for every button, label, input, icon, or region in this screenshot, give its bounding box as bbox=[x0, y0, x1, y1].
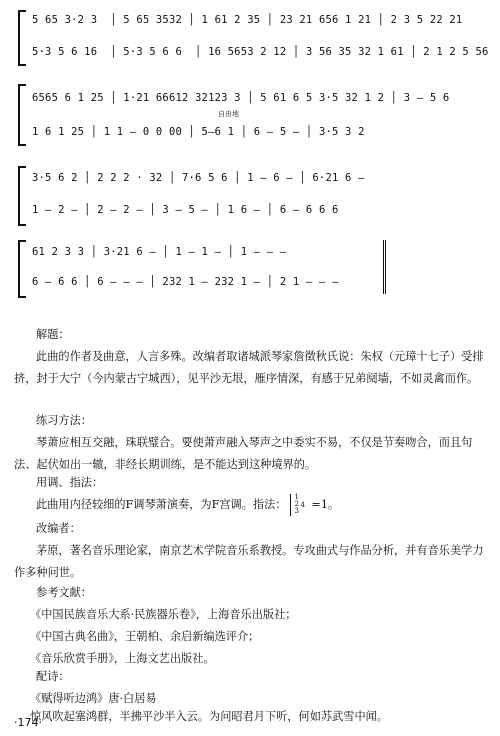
section-heading-references: 参考文献： bbox=[36, 586, 92, 599]
reference-item: 《中国古典名曲》，王朝柏、余启新编选评介； bbox=[30, 630, 260, 643]
lower-staff: 1 — 2 — │ 2 — 2 — │ 3 — 5 — │ 1 6 — │ 6 — 6 6 6 bbox=[32, 204, 339, 216]
section-body-tuning bbox=[36, 494, 490, 516]
poem-title: 《赋得听边鸿》唐·白居易 bbox=[30, 692, 157, 705]
lower-staff: 6 — 6 6 │ 6 — — — │ 232 1 — 232 1 — │ 2 1 — — — bbox=[32, 276, 339, 288]
lower-staff: 1 6 1 25 │ 1 1 — 0 0 00 │ 5—6 1 │ 6 — 5 — │ 3·5 3 2 bbox=[32, 126, 365, 138]
score-system-2 bbox=[14, 78, 492, 148]
reference-item: 《音乐欣赏手册》，上海文艺出版社。 bbox=[30, 652, 215, 665]
upper-staff: 6565 6 1 25 │ 1·21 66612 32123 3 │ 5 61 6 5 3·5 32 1 2 │ 3 — 5 6 bbox=[32, 92, 450, 104]
section-body-title: 此曲的作者及曲意，人言多殊。改编者取诸城派琴家詹徵秋氏说：朱权（元璋十七子）受排挤，封于大宁（今内蒙古宁城西），见平沙无垠，雁序情深，有感于兄弟阋墙，不如灵禽而作。 bbox=[14, 350, 484, 385]
score-system-1 bbox=[14, 6, 492, 66]
upper-staff: 61 2 3 3 │ 3·21 6 — │ 1 — 1 — │ 1 — — — bbox=[32, 246, 287, 258]
fingering-diagram: 1 2 3 4 bbox=[290, 494, 307, 516]
tuning-text: 此曲用内径较细的F调琴萧演奏，为F宫调。指法： bbox=[36, 498, 287, 511]
section-heading-title: 解题： bbox=[36, 328, 70, 341]
section-body-practice: 琴萧应相互交融，珠联璧合。要使萧声融入琴声之中委实不易，不仅是节奏吻合，而且句法、起伏如出一辙，非经长期训练，是不能达到这种境界的。 bbox=[14, 436, 473, 471]
section-heading-practice: 练习方法： bbox=[36, 414, 92, 427]
score-system-3 bbox=[14, 160, 492, 228]
page-number: ·174· bbox=[14, 716, 42, 729]
system-brace bbox=[18, 240, 26, 298]
system-brace bbox=[18, 10, 26, 66]
poem-text: 惊风吹起塞鸿群，半拂平沙半入云。为问昭君月下听，何如苏武雪中闻。 bbox=[30, 710, 389, 723]
tempo-annotation: 自由地 bbox=[218, 110, 239, 118]
upper-staff: 5 65 3·2 3 │ 5 65 3532 │ 1 61 2 35 │ 23 21 656 1 21 │ 2 3 5 22 21 bbox=[32, 14, 463, 26]
tuning-result: =1。 bbox=[311, 498, 340, 511]
score-system-4 bbox=[14, 236, 492, 298]
upper-staff: 3·5 6 2 │ 2 2 2 · 32 │ 7·6 5 6 │ 1 — 6 — │ 6·21 6 — bbox=[32, 172, 365, 184]
section-body-arranger: 茅原，著名音乐理论家，南京艺术学院音乐系教授。专攻曲式与作品分析，并有音乐美学力作多种问世。 bbox=[14, 544, 484, 579]
final-barline bbox=[380, 240, 386, 294]
system-brace bbox=[18, 166, 26, 226]
section-heading-tuning: 用调、指法： bbox=[36, 476, 104, 489]
system-brace bbox=[18, 84, 26, 146]
lower-staff: 5·3 5 6 16 │ 5·3 5 6 6 │ 16 5653 2 12 │ 3 56 35 32 1 61 │ 2 1 2 5 56 bbox=[32, 46, 489, 58]
section-heading-arranger: 改编者： bbox=[36, 522, 81, 535]
reference-item: 《中国民族音乐大系·民族器乐卷》，上海音乐出版社； bbox=[30, 608, 297, 621]
section-heading-poem: 配诗： bbox=[36, 670, 70, 683]
